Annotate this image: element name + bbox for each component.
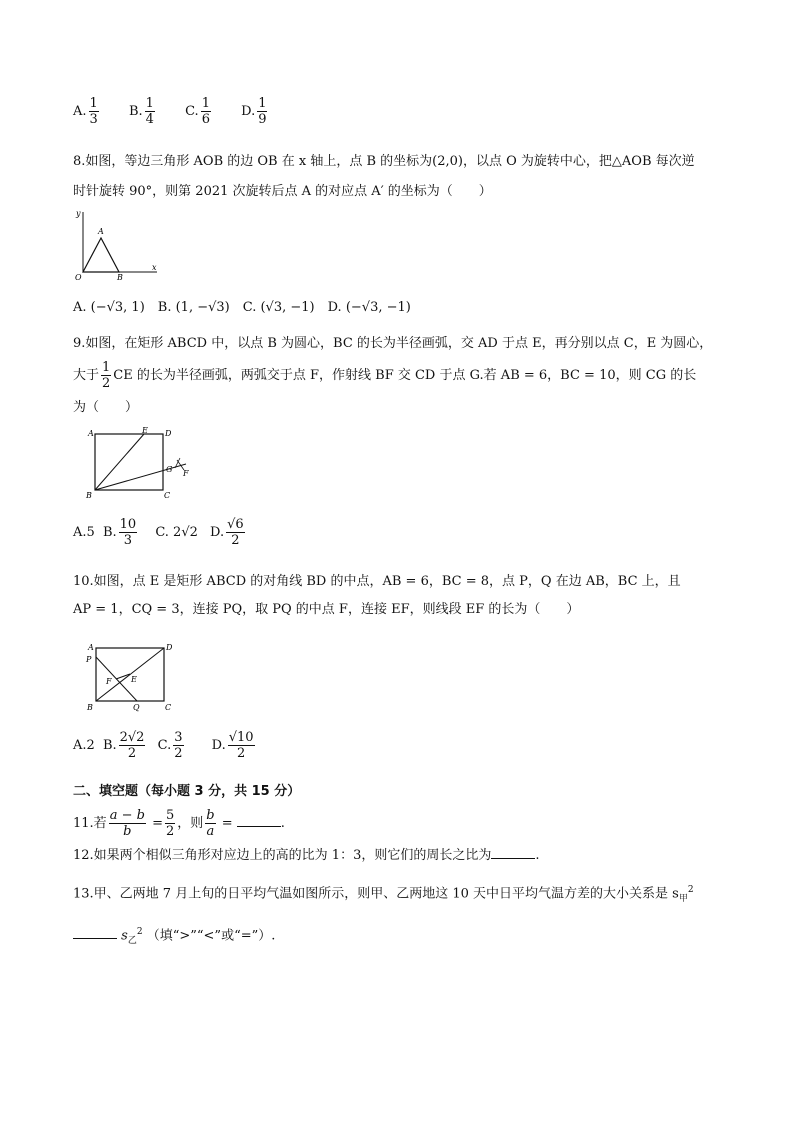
q10-label-f: F (106, 677, 112, 686)
section-2-title: 二、填空题（每小题 3 分，共 15 分） (73, 784, 301, 799)
q8-label-o: O (75, 273, 82, 282)
q8-label-y: y (76, 209, 81, 218)
q10-line1: 10.如图，点 E 是矩形 ABCD 的对角线 BD 的中点，AB = 6，BC = 8，点 P，Q 在边 AB，BC 上，且 (73, 574, 681, 589)
q9-options: A.5 B. $\frac{10}{3}$ C. 2√2 D. $\frac{√6}{2}$ (73, 517, 244, 548)
q9-label-g: G (166, 465, 173, 474)
q7-options: A. $\frac{1}{3}$ B. $\frac{1}{4}$ C. $\frac{1}{6}$ D. $\frac{1}{9}$ (73, 96, 267, 127)
q13-line1: 13.甲、乙两地 7 月上旬的日平均气温如图所示，则甲、乙两地这 10 天中日平均气温方差的大小关系是 $s_甲^2$ (73, 885, 694, 904)
q10-label-a: A (88, 643, 94, 652)
q9-line2: 大于 $\frac{1}{2}$ CE 的长为半径画弧，两弧交于点 F，作射线 BF 交 CD 于点 G.若 AB = 6，BC = 10，则 CG 的长 (73, 360, 697, 391)
q10-label-c: C (165, 703, 172, 712)
q13-line2: $s_乙^2$ （填“>”“<”或“=”）. (73, 922, 275, 951)
q10-label-e: E (131, 675, 137, 684)
q10-figure (82, 640, 192, 716)
q8-line1: 8.如图，等边三角形 AOB 的边 OB 在 x 轴上，点 B 的坐标为(2,0)，以点 O 为旋转中心，把△AOB 每次逆 (73, 154, 695, 169)
q10-label-p: P (86, 655, 92, 664)
q10-label-b: B (87, 703, 93, 712)
q9-line3: 为（ ） (73, 400, 139, 415)
q8-line2: 时针旋转 90°，则第 2021 次旋转后点 A 的对应点 A′ 的坐标为（ ） (73, 184, 492, 199)
q12: 12.如果两个相似三角形对应边上的高的比为 1：3，则它们的周长之比为 . (73, 848, 540, 863)
q10-options: A.2 B. $\frac{2√2}{2}$ C. $\frac{3}{2}$ D. $\frac{√10}{2}$ (73, 730, 254, 761)
q8-figure (73, 206, 163, 286)
q9-line1: 9.如图，在矩形 ABCD 中，以点 B 为圆心，BC 的长为半径画弧，交 AD 于点 E，再分别以点 C，E 为圆心， (73, 336, 713, 351)
q9-label-c: C (164, 491, 171, 500)
q13-answer-blank[interactable] (73, 926, 117, 939)
q8-label-a: A (98, 227, 104, 236)
q10-line2: AP = 1，CQ = 3，连接 PQ，取 PQ 的中点 F，连接 EF，则线段 EF 的长为（ ） (73, 602, 580, 617)
q10-label-q: Q (133, 703, 140, 712)
q9-label-d: D (165, 429, 172, 438)
q9-label-a: A (88, 429, 94, 438)
q8-options: A. (−√3, 1) B. (1, −√3) C. (√3, −1) D. (−√3, −1) (73, 300, 411, 315)
q10-label-d: D (166, 643, 173, 652)
q8-label-x: x (152, 263, 157, 272)
q11-answer-blank[interactable] (237, 814, 281, 827)
q9-label-e: E (142, 426, 148, 435)
q9-label-b: B (86, 491, 92, 500)
q8-label-b: B (117, 273, 123, 282)
q12-answer-blank[interactable] (491, 846, 535, 859)
q9-figure (82, 426, 192, 504)
q9-label-f: F (183, 469, 189, 478)
q11: 11.若 $\frac{a - b}{b}$ = $\frac{5}{2}$ ，则 $\frac{b}{a}$ = . (73, 808, 285, 839)
